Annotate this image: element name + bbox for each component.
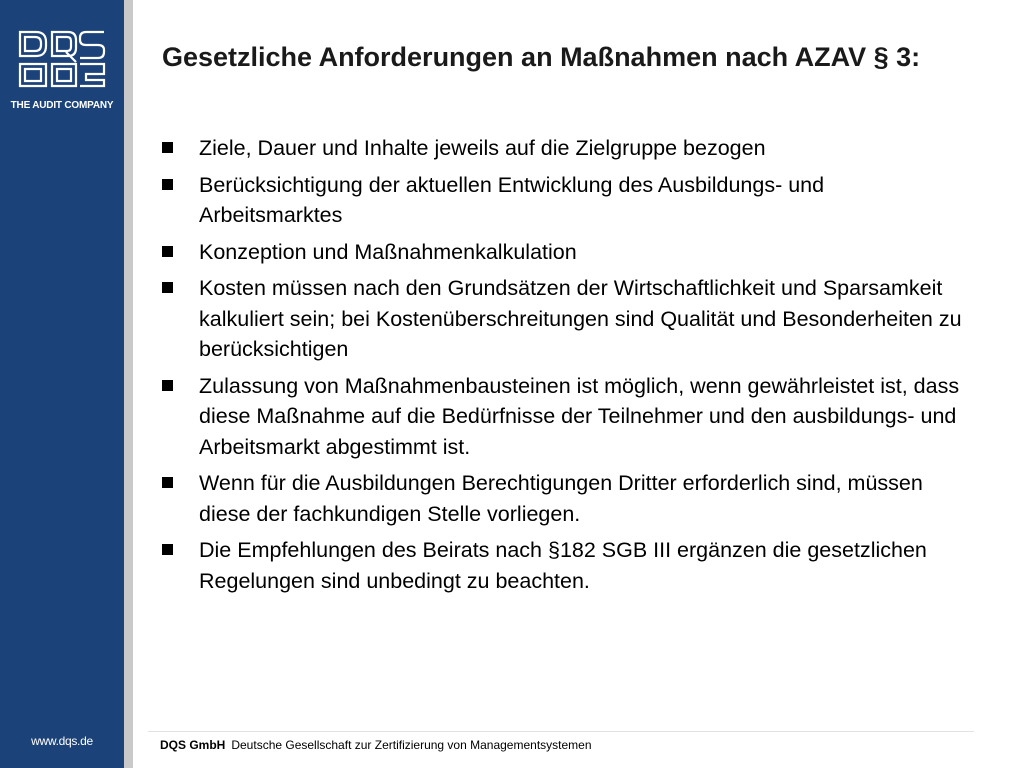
square-bullet-icon — [162, 477, 173, 488]
bullet-text: Kosten müssen nach den Grundsätzen der Wirtschaftlichkeit und Sparsamkeit kalkuliert sein; bei Kostenüberschreitungen sind Qualität und Besonderheiten zu berücksichtigen — [199, 276, 962, 361]
bullet-text: Die Empfehlungen des Beirats nach §182 SGB III ergänzen die gesetzlichen Regelungen sind unbedingt zu beachten. — [199, 538, 927, 593]
bullet-item — [162, 535, 972, 596]
bullet-item — [162, 133, 972, 164]
brand-tagline: THE AUDIT COMPANY — [10, 100, 114, 111]
sidebar-edge — [124, 0, 133, 768]
square-bullet-icon — [162, 179, 173, 190]
square-bullet-icon — [162, 282, 173, 293]
bullet-text: Berücksichtigung der aktuellen Entwicklung des Ausbildungs- und Arbeitsmarktes — [199, 172, 825, 227]
footer — [160, 738, 592, 752]
bullet-text: Konzeption und Maßnahmenkalkulation — [199, 239, 577, 264]
square-bullet-icon — [162, 142, 173, 153]
footer-divider — [148, 731, 974, 732]
bullet-text: Wenn für die Ausbildungen Berechtigungen Dritter erforderlich sind, müssen diese der fachkundigen Stelle vorliegen. — [199, 471, 923, 526]
bullet-item — [162, 170, 972, 231]
website-link[interactable]: www.dqs.de — [31, 734, 93, 748]
dqs-logo — [16, 28, 108, 90]
square-bullet-icon — [162, 544, 173, 555]
bullet-item — [162, 371, 972, 463]
brand-sidebar — [0, 0, 124, 768]
bullet-list — [162, 133, 972, 602]
footer-company: DQS GmbH — [160, 738, 226, 752]
bullet-item — [162, 468, 972, 529]
bullet-text: Zulassung von Maßnahmenbausteinen ist möglich, wenn gewährleistet ist, dass diese Maßnahme auf die Bedürfnisse der Teilnehmer und den ausbildungs- und Arbeitsmarkt abgestimmt ist. — [199, 373, 960, 459]
footer-description: Deutsche Gesellschaft zur Zertifizierung von Managementsystemen — [231, 738, 592, 752]
bullet-item — [162, 237, 972, 268]
square-bullet-icon — [162, 246, 173, 257]
square-bullet-icon — [162, 380, 173, 391]
slide-title: Gesetzliche Anforderungen an Maßnahmen nach AZAV § 3: — [162, 42, 921, 72]
bullet-text: Ziele, Dauer und Inhalte jeweils auf die Zielgruppe bezogen — [199, 136, 766, 160]
bullet-item — [162, 273, 972, 365]
